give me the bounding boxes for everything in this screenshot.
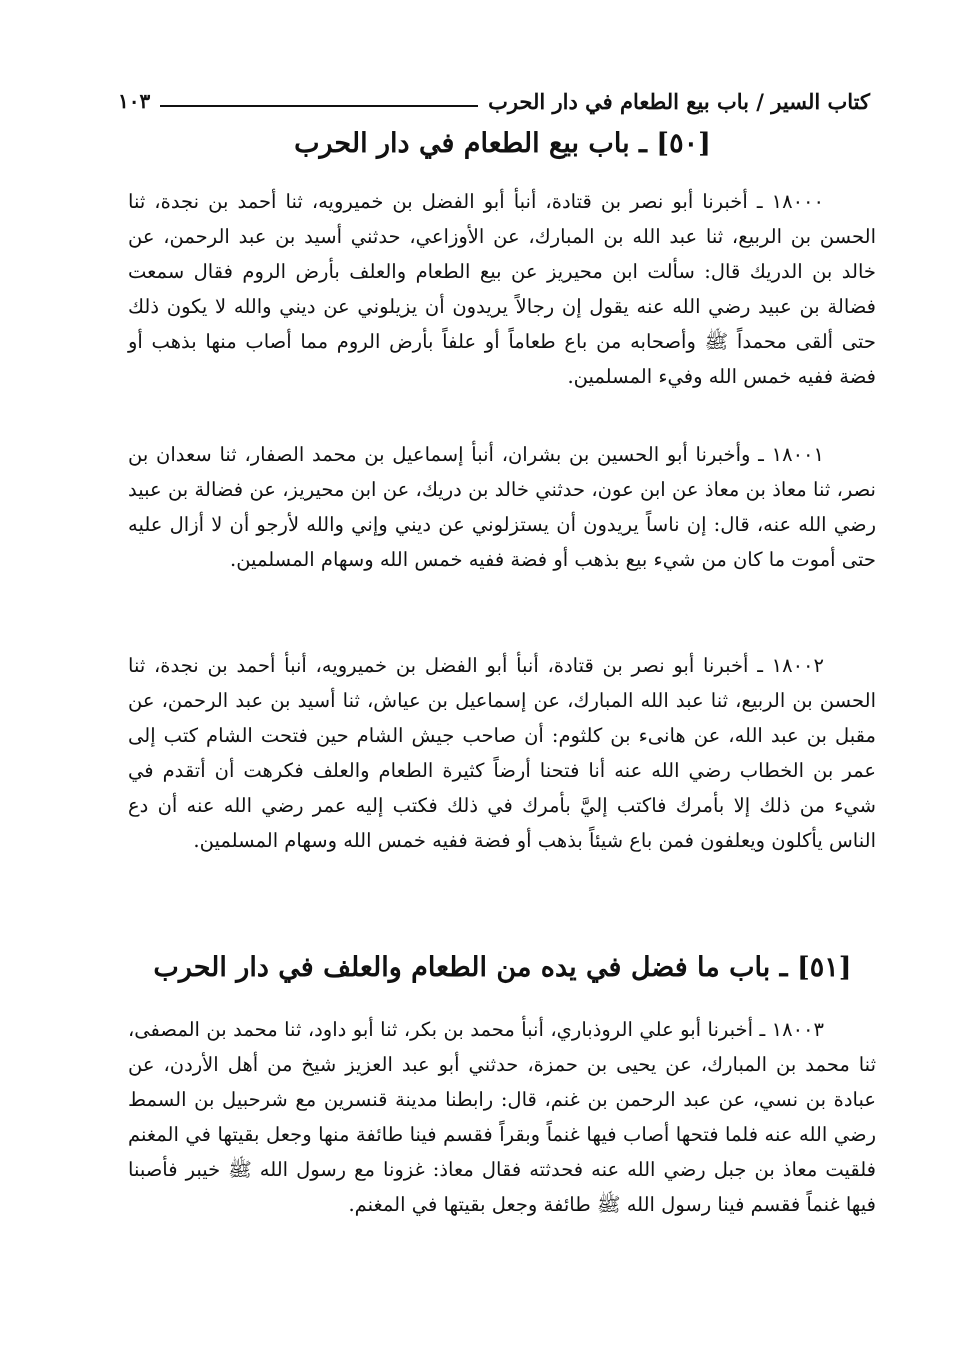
paragraph-text: ١٨٠٠١ ـ وأخبرنا أبو الحسين بن بشران، أنبأ إسماعيل بن محمد الصفار، ثنا سعدان بن نصر، ثنا معاذ بن معاذ عن ابن عون، حدثني خالد بن دريك، عن ابن محيريز، عن فضالة بن عبيد رضي الله عنه، قال: إن ناساً يريدون أن يستزلوني عن ديني وإني والله لأرجو أن لا أزال عليه حتى أموت ما كان من شيء بيع بذهب أو فضة ففيه خمس الله وسهام المسلمين. — [128, 443, 876, 571]
hadith-18001 — [128, 437, 876, 577]
page-number: ١٠٣ — [118, 89, 151, 113]
paragraph-text: ١٨٠٠٢ ـ أخبرنا أبو نصر بن قتادة، أنبأ أبو الفضل بن خميرويه، أنبأ أحمد بن نجدة، ثنا الحسن بن الربيع، ثنا عبد الله المبارك، عن إسماعيل بن عياش، ثنا أسيد بن عبد الرحمن، عن مقبل بن عبد الله، عن هانىء بن كلثوم: أن صاحب جيش الشام حين فتحت الشام كتب إلى عمر بن الخطاب رضي الله عنه أنا فتحنا أرضاً كثيرة الطعام والعلف فكرهت أن أتقدم في شيء من ذلك إلا بأمرك فاكتب إليَّ بأمرك في ذلك فكتب إليه عمر رضي الله عنه أن دع الناس يأكلون ويعلفون فمن باع شيئاً بذهب أو فضة ففيه خمس الله وسهام المسلمين. — [128, 654, 876, 852]
paragraph-text: ١٨٠٠٠ ـ أخبرنا أبو نصر بن قتادة، أنبأ أبو الفضل بن خميرويه، ثنا أحمد بن نجدة، ثنا الحسن بن الربيع، ثنا عبد الله بن المبارك، عن الأوزاعي، حدثني أسيد بن عبد الرحمن، عن خالد بن الدريك قال: سألت ابن محيريز عن بيع الطعام والعلف بأرض الروم فقال سمعت فضالة بن عبيد رضي الله عنه يقول إن رجالاً يريدون أن يزيلوني عن ديني والله لا يكون ذلك حتى ألقى محمداً ﷺ وأصحابه من باع طعاماً أو علفاً بأرض الروم مما أصاب منها بذهب أو فضة ففيه خمس الله وفيء المسلمين. — [128, 190, 876, 388]
hadith-18000 — [128, 184, 876, 394]
chapter-heading-50: [٥٠] ـ باب بيع الطعام في دار الحرب — [294, 128, 711, 159]
paragraph-text: ١٨٠٠٣ ـ أخبرنا أبو علي الروذباري، أنبأ محمد بن بكر، ثنا أبو داود، ثنا محمد بن المصفى، ثنا محمد بن المبارك، عن يحيى بن حمزة، حدثني أبو عبد العزيز شيخ من أهل الأردن، عن عبادة بن نسي، عن عبد الرحمن بن غنم، قال: رابطنا مدينة قنسرين مع شرحبيل بن السمط رضي الله عنه فلما فتحها أصاب فيها غنماً وبقراً فقسم فينا طائفة منها وجعل بقيتها في المغنم فلقيت معاذ بن جبل رضي الله عنه فحدثته فقال معاذ: غزونا مع رسول الله ﷺ خيبر فأصبنا فيها غنماً فقسم فينا رسول الله ﷺ طائفة وجعل بقيتها في المغنم. — [128, 1018, 876, 1216]
running-header — [118, 84, 870, 118]
chapter-heading-51: [٥١] ـ باب ما فضل في يده من الطعام والعلف في دار الحرب — [153, 952, 852, 983]
running-header-title: كتاب السير / باب بيع الطعام في دار الحرب — [488, 88, 870, 114]
hadith-18002 — [128, 648, 876, 858]
header-rule — [160, 105, 478, 107]
hadith-18003 — [128, 1012, 876, 1222]
